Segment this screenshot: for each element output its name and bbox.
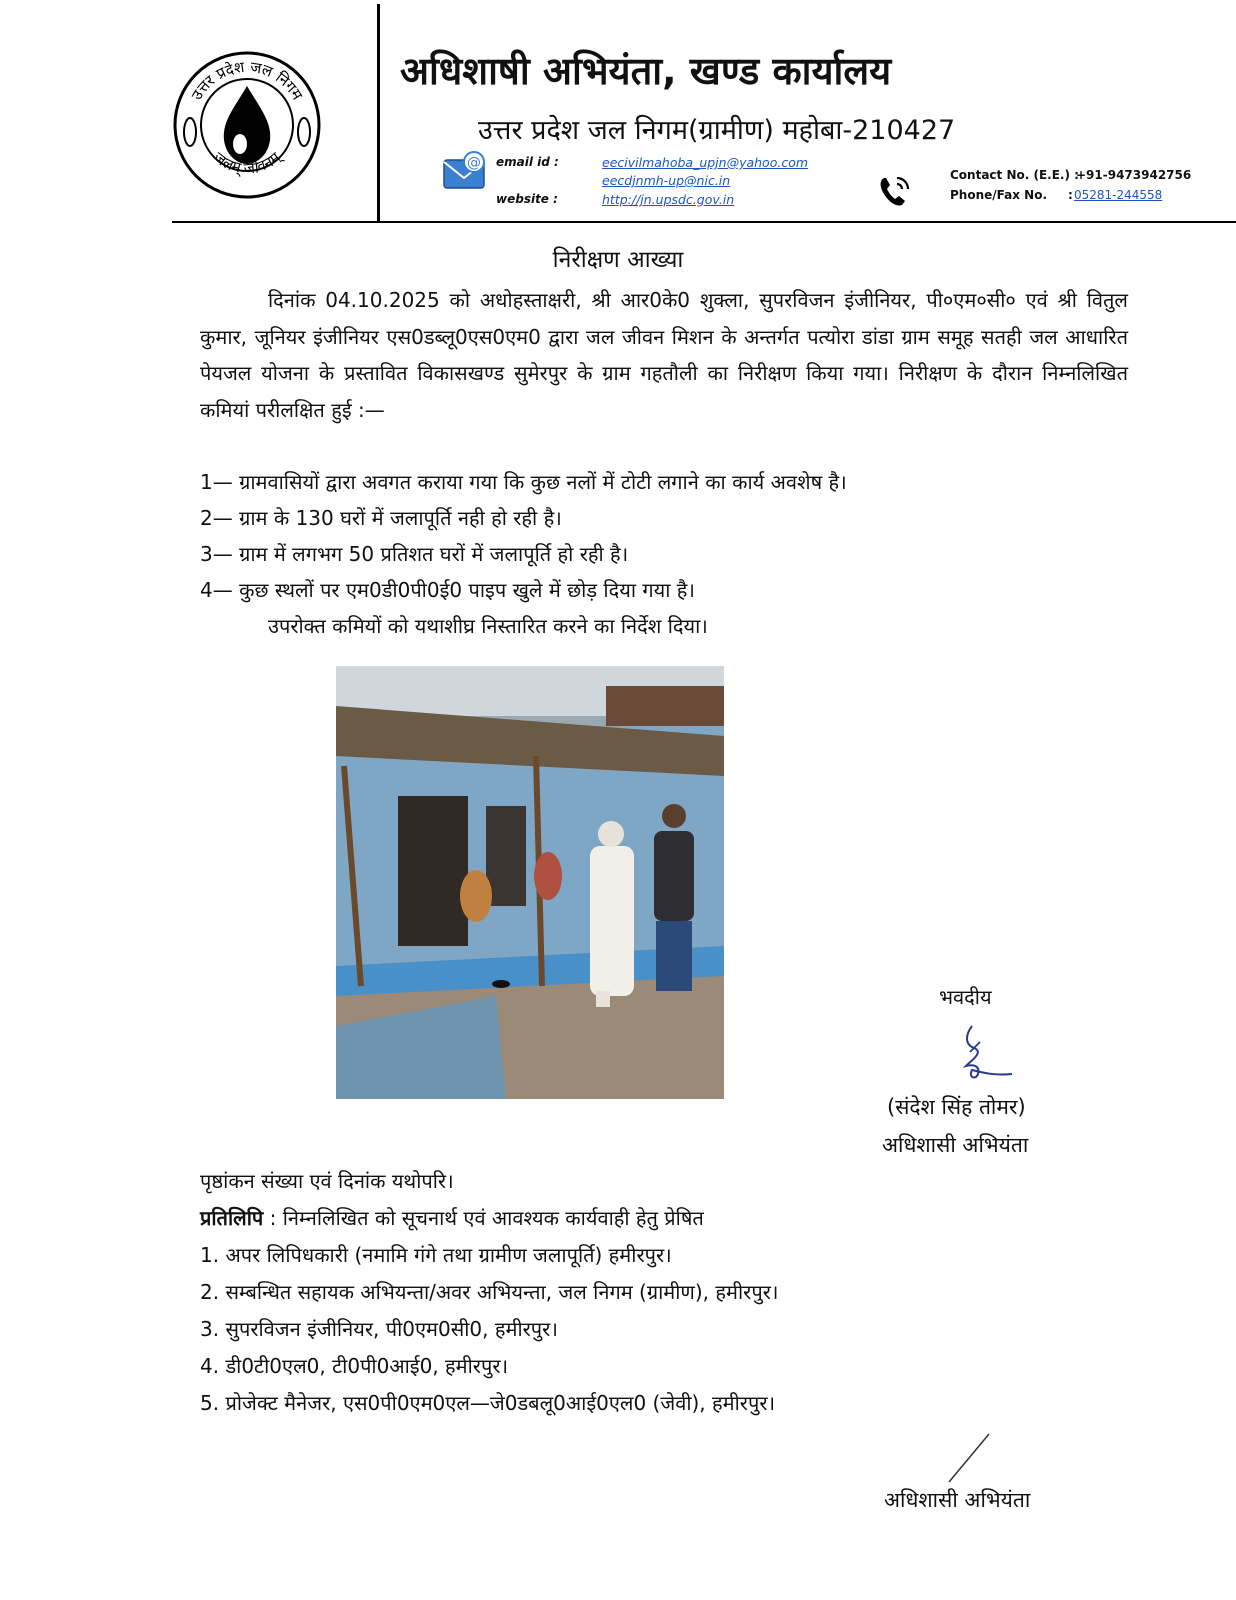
jal-nigam-logo	[172, 50, 322, 200]
website-label: website :	[496, 192, 558, 206]
report-title: निरीक्षण आख्या	[552, 247, 684, 273]
logo-top-text: उत्तर प्रदेश जल निगम	[187, 57, 307, 104]
svg-text:@: @	[467, 155, 481, 171]
inspection-photo	[336, 666, 724, 1099]
copy-text: : निम्नलिखित को सूचनार्थ एवं आवश्यक कार्यवाही हेतु प्रेषित	[269, 1206, 704, 1230]
email-icon	[442, 150, 490, 192]
email-label: email id :	[496, 155, 559, 169]
intro-paragraph: दिनांक 04.10.2025 को अधोहस्ताक्षरी, श्री आर0के0 शुक्ला, सुपरविजन इंजीनियर, पी०एम०सी० एवं श्री वितुल कुमार, जूनियर इंजीनियर एस0डब्लू0एस0एम0 द्वारा जल जीवन मिशन के अन्तर्गत पत्योरा डांडा ग्राम समूह सतही जल आधारित पेयजल योजना के प्रस्तावित विकासखण्ड सुमेरपुर के ग्राम गहतौली का निरीक्षण किया गया। निरीक्षण के दौरान निम्नलिखित कमियां परीलक्षित हुई :—	[200, 288, 1128, 422]
header-horizontal-rule	[172, 221, 1236, 223]
recipient-3: 3. सुपरविजन इंजीनियर, पी0एम0सी0, हमीरपुर।	[200, 1317, 558, 1341]
phone-fax-label: Phone/Fax No.	[950, 188, 1048, 202]
handwritten-signature	[950, 1022, 1020, 1084]
recipient-5: 5. प्रोजेक्ट मैनेजर, एस0पी0एम0एल—जे0डबलू0आई0एल0 (जेवी), हमीरपुर।	[200, 1391, 776, 1415]
copy-to-line	[200, 1204, 704, 1231]
email-link-1[interactable]: eecivilmahoba_upjn@yahoo.com	[602, 155, 809, 170]
yours-faithfully: भवदीय	[939, 985, 992, 1009]
phone-icon	[876, 174, 912, 210]
email-link-2[interactable]: eecdjnmh-up@nic.in	[602, 173, 731, 188]
phone-fax-colon: :	[1068, 188, 1073, 202]
final-designation: अधिशासी अभियंता	[884, 1488, 1031, 1512]
point-3: 3— ग्राम में लगभग 50 प्रतिशत घरों में जलापूर्ति हो रही है।	[200, 542, 629, 566]
initial-signature	[945, 1432, 995, 1484]
header-vertical-rule	[377, 4, 380, 222]
recipient-4: 4. डी0टी0एल0, टी0पी0आई0, हमीरपुर।	[200, 1354, 509, 1378]
point-2: 2— ग्राम के 130 घरों में जलापूर्ति नही हो रही है।	[200, 506, 562, 530]
signer-name: (संदेश सिंह तोमर)	[887, 1095, 1026, 1119]
copy-label: प्रतिलिपि	[200, 1206, 264, 1230]
office-subtitle: उत्तर प्रदेश जल निगम(ग्रामीण) महोबा-210427	[478, 115, 956, 146]
contact-label: Contact No. (E.E.) :	[950, 168, 1079, 182]
endorsement-line: पृष्ठांकन संख्या एवं दिनांक यथोपरि।	[200, 1169, 454, 1193]
contact-value: +91-9473942756	[1076, 168, 1192, 182]
recipient-2: 2. सम्बन्धित सहायक अभियन्ता/अवर अभियन्ता, जल निगम (ग्रामीण), हमीरपुर।	[200, 1280, 779, 1304]
office-title: अधिशाषी अभियंता, खण्ड कार्यालय	[400, 49, 892, 93]
logo-bottom-text: जलम् जीवनम्	[210, 148, 284, 178]
website-link[interactable]: http://jn.upsdc.gov.in	[602, 192, 735, 207]
recipient-1: 1. अपर लिपिधकारी (नमामि गंगे तथा ग्रामीण जलापूर्ति) हमीरपुर।	[200, 1243, 672, 1267]
point-1: 1— ग्रामवासियों द्वारा अवगत कराया गया कि कुछ नलों में टोटी लगाने का कार्य अवशेष है।	[200, 470, 847, 494]
signer-designation: अधिशासी अभियंता	[882, 1133, 1029, 1157]
phone-fax-value[interactable]: 05281-244558	[1074, 188, 1163, 202]
directive-text: उपरोक्त कमियों को यथाशीघ्र निस्तारित करने का निर्देश दिया।	[268, 614, 708, 638]
point-4: 4— कुछ स्थलों पर एम0डी0पी0ई0 पाइप खुले में छोड़ दिया गया है।	[200, 578, 695, 602]
